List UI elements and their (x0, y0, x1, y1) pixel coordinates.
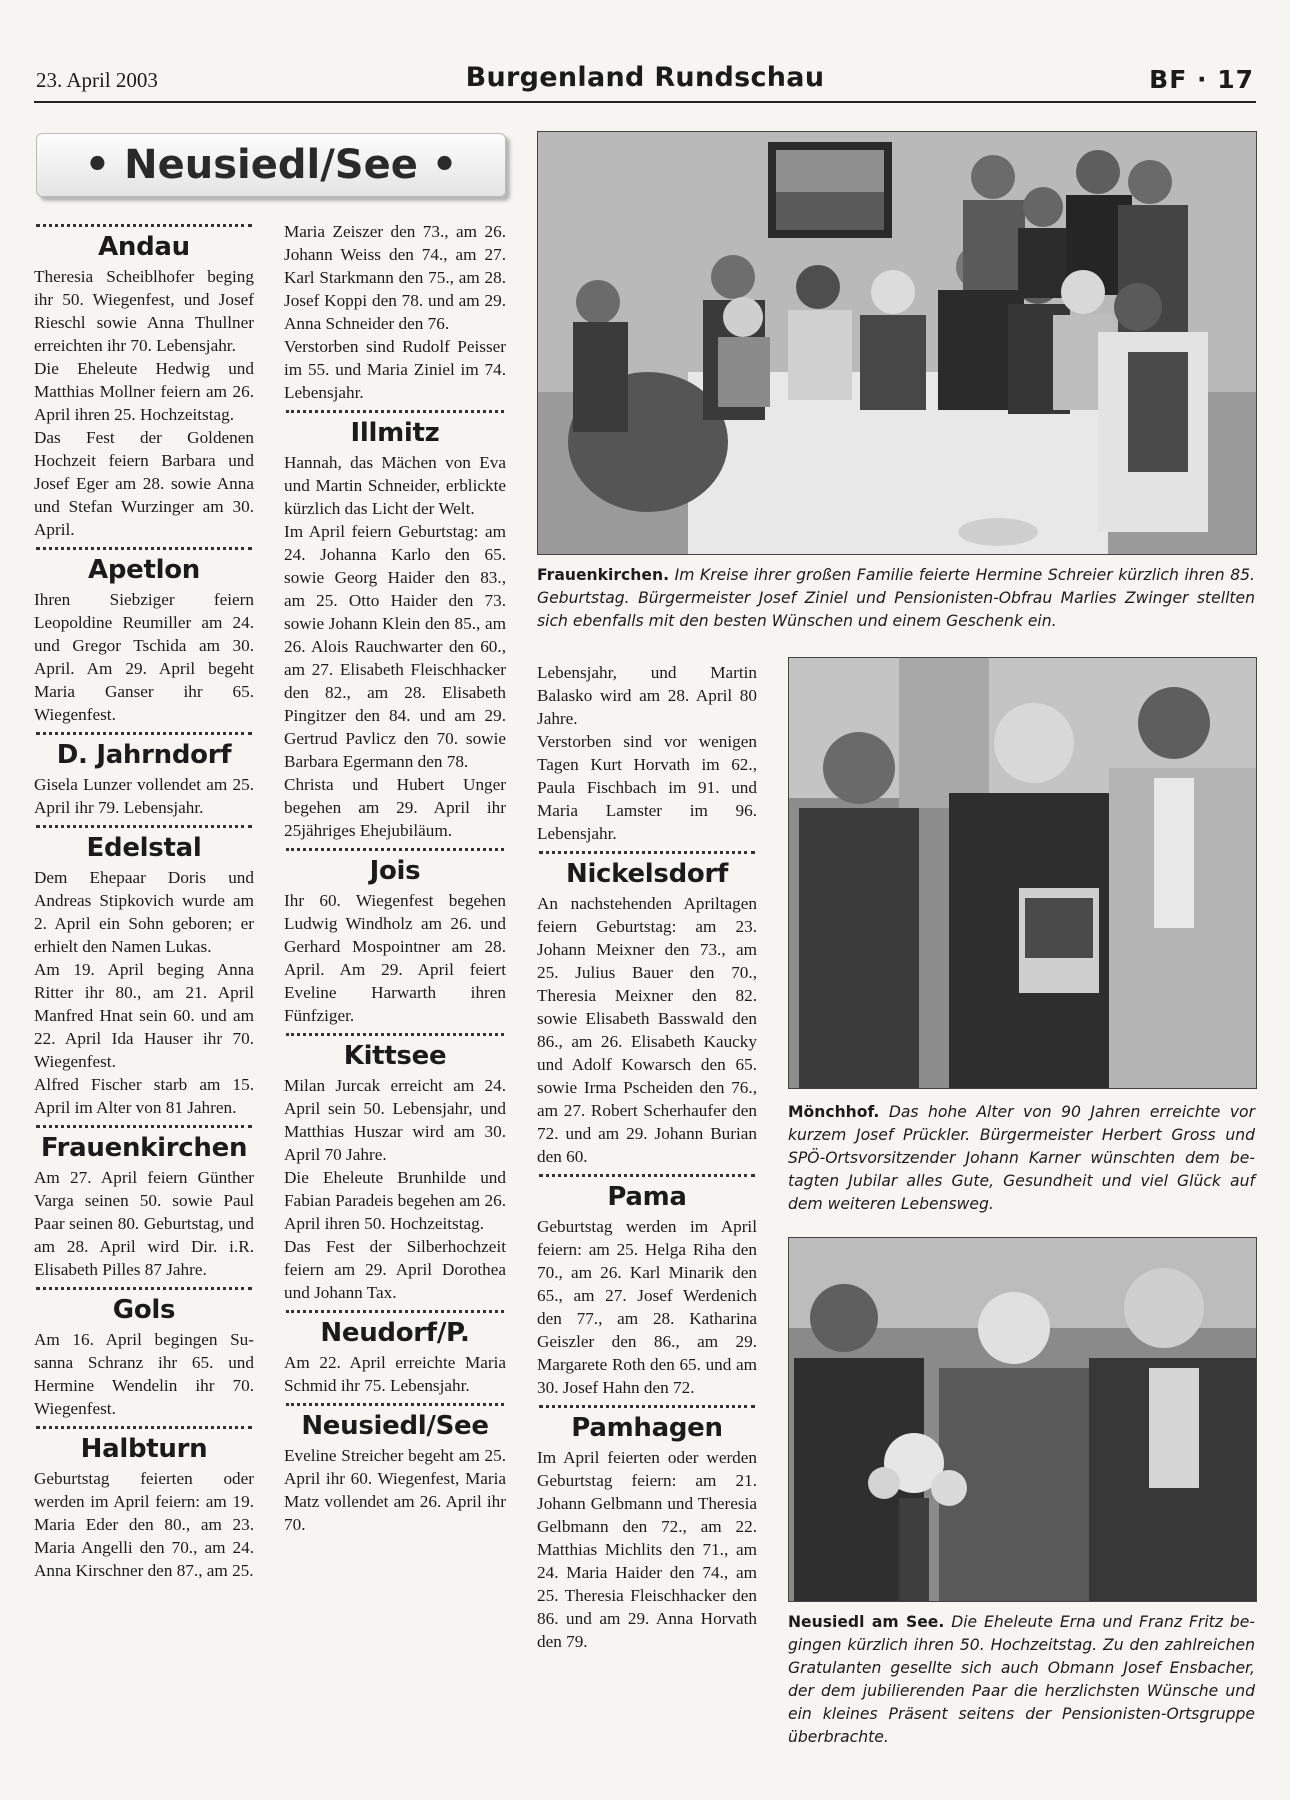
column-1 (34, 218, 254, 1582)
section-title: Illmitz (350, 418, 440, 448)
section-title: Pamhagen (571, 1413, 723, 1443)
dotted-divider (286, 848, 504, 851)
page-number: BF · 17 (1149, 65, 1254, 94)
section-gols (34, 1287, 254, 1420)
dotted-divider (36, 1426, 252, 1429)
caption-place: Frauenkirchen. (537, 566, 669, 584)
section-text: Das Fest der Silberhochzeit feiern am 29. April Dorothea und Johann Tax. (284, 1237, 506, 1302)
section-frauenkirchen (34, 1125, 254, 1281)
section-neusiedl-continued (537, 661, 757, 845)
photo-moenchhof (788, 657, 1257, 1089)
section-nickelsdorf (537, 851, 757, 1168)
photo-frauenkirchen-image (538, 132, 1256, 554)
dotted-divider (539, 1405, 755, 1408)
header-rule (34, 101, 1256, 103)
section-text: Ihr 60. Wiegenfest begehen Ludwig Windholz am 26. und Gerhard Mospointner am 28. April. Am 29. April feiert Eveline Harwarth ihren Fünfziger. (284, 891, 506, 1025)
section-text: Hannah, das Mächen von Eva und Martin Schneider, erblickte kürzlich das Licht der Welt. (284, 453, 506, 518)
section-text: An nachstehenden Apriltagen feiern Geburtstag: am 23. Johann Meixner den 73., am 25. Julius Bauer den 70., Theresia Meixner den 82. sowie Elisabeth Basswald den 86., am 26. Elisabeth Kaucky und Adolf Kowarsch den 65. sowie Irma Pscheiden den 76., am 27. Robert Scherhaufer den 72. und am 29. Johann Burian den 60. (537, 894, 757, 1166)
section-title: Nickelsdorf (565, 859, 728, 889)
section-halbturn-continued (284, 220, 506, 404)
dotted-divider (286, 1403, 504, 1406)
caption-text: Das hohe Alter von 90 Jahren erreichte vor kurzem Josef Prückler. Bürgermeister Herbert Gross und SPÖ-Ortsvorsitzender Johann Karner wünschten dem betagten Jubilar alles Gute, Gesundheit und viel Glück auf dem weiteren Lebensweg. (788, 1103, 1255, 1213)
section-title: Andau (98, 232, 190, 262)
section-title: Apetlon (88, 555, 200, 585)
section-text: Theresia Scheiblhofer beging ihr 50. Wiegenfest, und Josef Rieschl sowie Anna Thullner erreichten ihr 70. Lebensjahr. (34, 267, 254, 355)
section-text: Alfred Fischer starb am 15. April im Alter von 81 Jahren. (34, 1075, 254, 1117)
section-title: Gols (112, 1295, 176, 1325)
section-text: Milan Jurcak erreicht am 24. April sein 50. Lebensjahr, und Matthias Huszar wird am 30. April 70 Jahre. (284, 1076, 506, 1164)
section-text: Ihren Siebziger feiern Leopoldine Reumiller am 24. und Gregor Tschida am 30. April. Am 29. April begeht Maria Ganser ihr 65. Wiegenfest. (34, 590, 254, 724)
dotted-divider (36, 224, 252, 227)
section-text: Am 16. April begingen Susanna Schranz ihr 65. und Hermine Wendelin ihr 70. Wiegenfest. (34, 1330, 254, 1418)
section-title: Neusiedl/See (301, 1411, 489, 1441)
caption-frauenkirchen (537, 564, 1255, 633)
section-text: Geburtstag werden im April feiern: am 25. Helga Riha den 70., am 26. Karl Minarik den 65., am 27. Josef Werdenich den 77., am 28. Katharina Geiszler den 86., am 29. Margarete Roth den 65. und am 30. Josef Hahn den 72. (537, 1217, 757, 1397)
section-halbturn (34, 1426, 254, 1582)
dotted-divider (539, 851, 755, 854)
section-text: Lebensjahr, und Martin Balasko wird am 28. April 80 Jahre. (537, 663, 757, 728)
section-title: Neudorf/P. (320, 1318, 470, 1348)
section-text: Christa und Hubert Unger begehen am 29. April ihr 25jähriges Ehejubiläum. (284, 775, 506, 840)
section-title: Frauenkirchen (40, 1133, 248, 1163)
dotted-divider (539, 1174, 755, 1177)
section-text: Die Eheleute Hedwig und Matthias Mollner feiern am 26. April ihren 25. Hochzeitstag. (34, 359, 254, 424)
section-pamhagen (537, 1405, 757, 1653)
section-text: Maria Zeiszer den 73., am 26. Johann Weiss den 74., am 27. Karl Starkmann den 75., am 28. Josef Koppi den 78. und am 29. Anna Schneider den 76. (284, 222, 506, 333)
section-text: Dem Ehepaar Doris und Andreas Stipkovich wurde am 2. April ein Sohn geboren; er erhielt den Namen Lukas. (34, 868, 254, 956)
column-3 (537, 661, 757, 1653)
caption-place: Mönchhof. (788, 1103, 880, 1121)
section-edelstal (34, 825, 254, 1119)
region-banner-text: • Neusiedl/See • (84, 142, 458, 188)
section-title: D. Jahrndorf (56, 740, 232, 770)
section-text: Das Fest der Goldenen Hochzeit feiern Barbara und Josef Eger am 28. sowie Anna und Stefan Wurzinger am 30. April. (34, 428, 254, 539)
section-deutsch-jahrndorf (34, 732, 254, 819)
photo-frauenkirchen-family (537, 131, 1257, 555)
section-text: Die Eheleute Brunhilde und Fabian Paradeis begehen am 26. April ihren 50. Hochzeitstag. (284, 1168, 506, 1233)
section-kittsee (284, 1033, 506, 1304)
section-text: Am 27. April feiern Günther Varga seinen 50. sowie Paul Paar seinen 80. Geburtstag, und am 28. April wird Dir. i.R. Elisabeth Pilles 87 Jahre. (34, 1168, 254, 1279)
dotted-divider (286, 1310, 504, 1313)
dotted-divider (36, 732, 252, 735)
section-pama (537, 1174, 757, 1399)
section-text: Im April feierten oder werden Geburtstag feiern: am 21. Johann Gelbmann und Theresia Gelbmann den 72., am 22. Matthias Michlits den 71., am 24. Maria Haider den 74., am 25. Theresia Fleischhacker den 86. und am 29. Anna Horvath den 79. (537, 1448, 757, 1651)
column-2 (284, 220, 506, 1536)
caption-text: Die Eheleute Erna und Franz Fritz begingen kürzlich ihren 50. Hochzeitstag. Zu den zahlreichen Gratulanten gesellte sich auch Obmann Josef Ensbacher, der dem jubilierenden Paar die herzlichsten Wünsche und ein kleines Präsent seitens der Pensionisten-Ortsgruppe überbrachte. (788, 1613, 1256, 1746)
section-text: Im April feiern Geburtstag: am 24. Johanna Karlo den 65. sowie Georg Haider den 83., am 25. Otto Haider den 73. sowie Johann Klein den 85., am 26. Alois Rauchwarter den 60., am 27. Elisabeth Fleischhacker den 82., am 28. Elisabeth Pingitzer den 84. und am 29. Gertrud Pavlicz den 70. sowie Barbara Egermann den 78. (284, 522, 506, 771)
section-andau (34, 224, 254, 541)
caption-place: Neusiedl am See. (788, 1613, 945, 1631)
section-title: Kittsee (343, 1041, 447, 1071)
section-text: Verstorben sind Rudolf Peisser im 55. und Maria Ziniel im 74. Lebensjahr. (284, 337, 506, 402)
section-text: Eveline Streicher begeht am 25. April ihr 60. Wiegenfest, Maria Matz vollendet am 26. April ihr 70. (284, 1446, 506, 1534)
section-text: Am 22. April erreichte Maria Schmid ihr 75. Lebensjahr. (284, 1353, 506, 1395)
section-title: Halbturn (80, 1434, 208, 1464)
section-text: Am 19. April beging Anna Ritter ihr 80., am 21. April Manfred Hnat sein 60. und am 22. April Ida Hauser ihr 70. Wiegenfest. (34, 960, 254, 1071)
section-title: Pama (607, 1182, 687, 1212)
dotted-divider (36, 1125, 252, 1128)
section-text: Verstorben sind vor wenigen Tagen Kurt Horvath im 62., Paula Fischbach im 91. und Maria Lamster im 96. Lebensjahr. (537, 732, 757, 843)
dotted-divider (36, 1287, 252, 1290)
section-text: Gisela Lunzer vollendet am 25. April ihr 79. Lebensjahr. (34, 775, 254, 817)
section-neusiedl (284, 1403, 506, 1536)
section-illmitz (284, 410, 506, 842)
section-jois (284, 848, 506, 1027)
dotted-divider (36, 547, 252, 550)
photo-neusiedl-image (789, 1238, 1256, 1601)
photo-moenchhof-image (789, 658, 1256, 1088)
section-neudorf (284, 1310, 506, 1397)
section-text: Geburtstag feierten oder werden im April feiern: am 19. Maria Eder den 80., am 23. Maria Angelli den 70., am 24. Anna Kirschner den 87., am 25. (34, 1469, 254, 1580)
newspaper-title: Burgenland Rundschau (465, 62, 825, 93)
section-title: Edelstal (86, 833, 202, 863)
section-apetlon (34, 547, 254, 726)
caption-neusiedl-am-see (788, 1611, 1255, 1749)
dotted-divider (36, 825, 252, 828)
dotted-divider (286, 410, 504, 413)
photo-neusiedl-am-see (788, 1237, 1257, 1602)
caption-moenchhof (788, 1101, 1255, 1216)
region-banner (36, 133, 506, 197)
caption-text: Im Kreise ihrer großen Familie feierte Hermine Schreier kürzlich ihren 85. Geburtstag. Bürgermeister Josef Ziniel und Pensionisten-Obfrau Marlies Zwinger stellten sich ebenfalls mit den besten Wünschen und einem Geschenk ein. (537, 566, 1255, 630)
issue-date: 23. April 2003 (36, 68, 158, 92)
section-title: Jois (369, 856, 421, 886)
dotted-divider (286, 1033, 504, 1036)
